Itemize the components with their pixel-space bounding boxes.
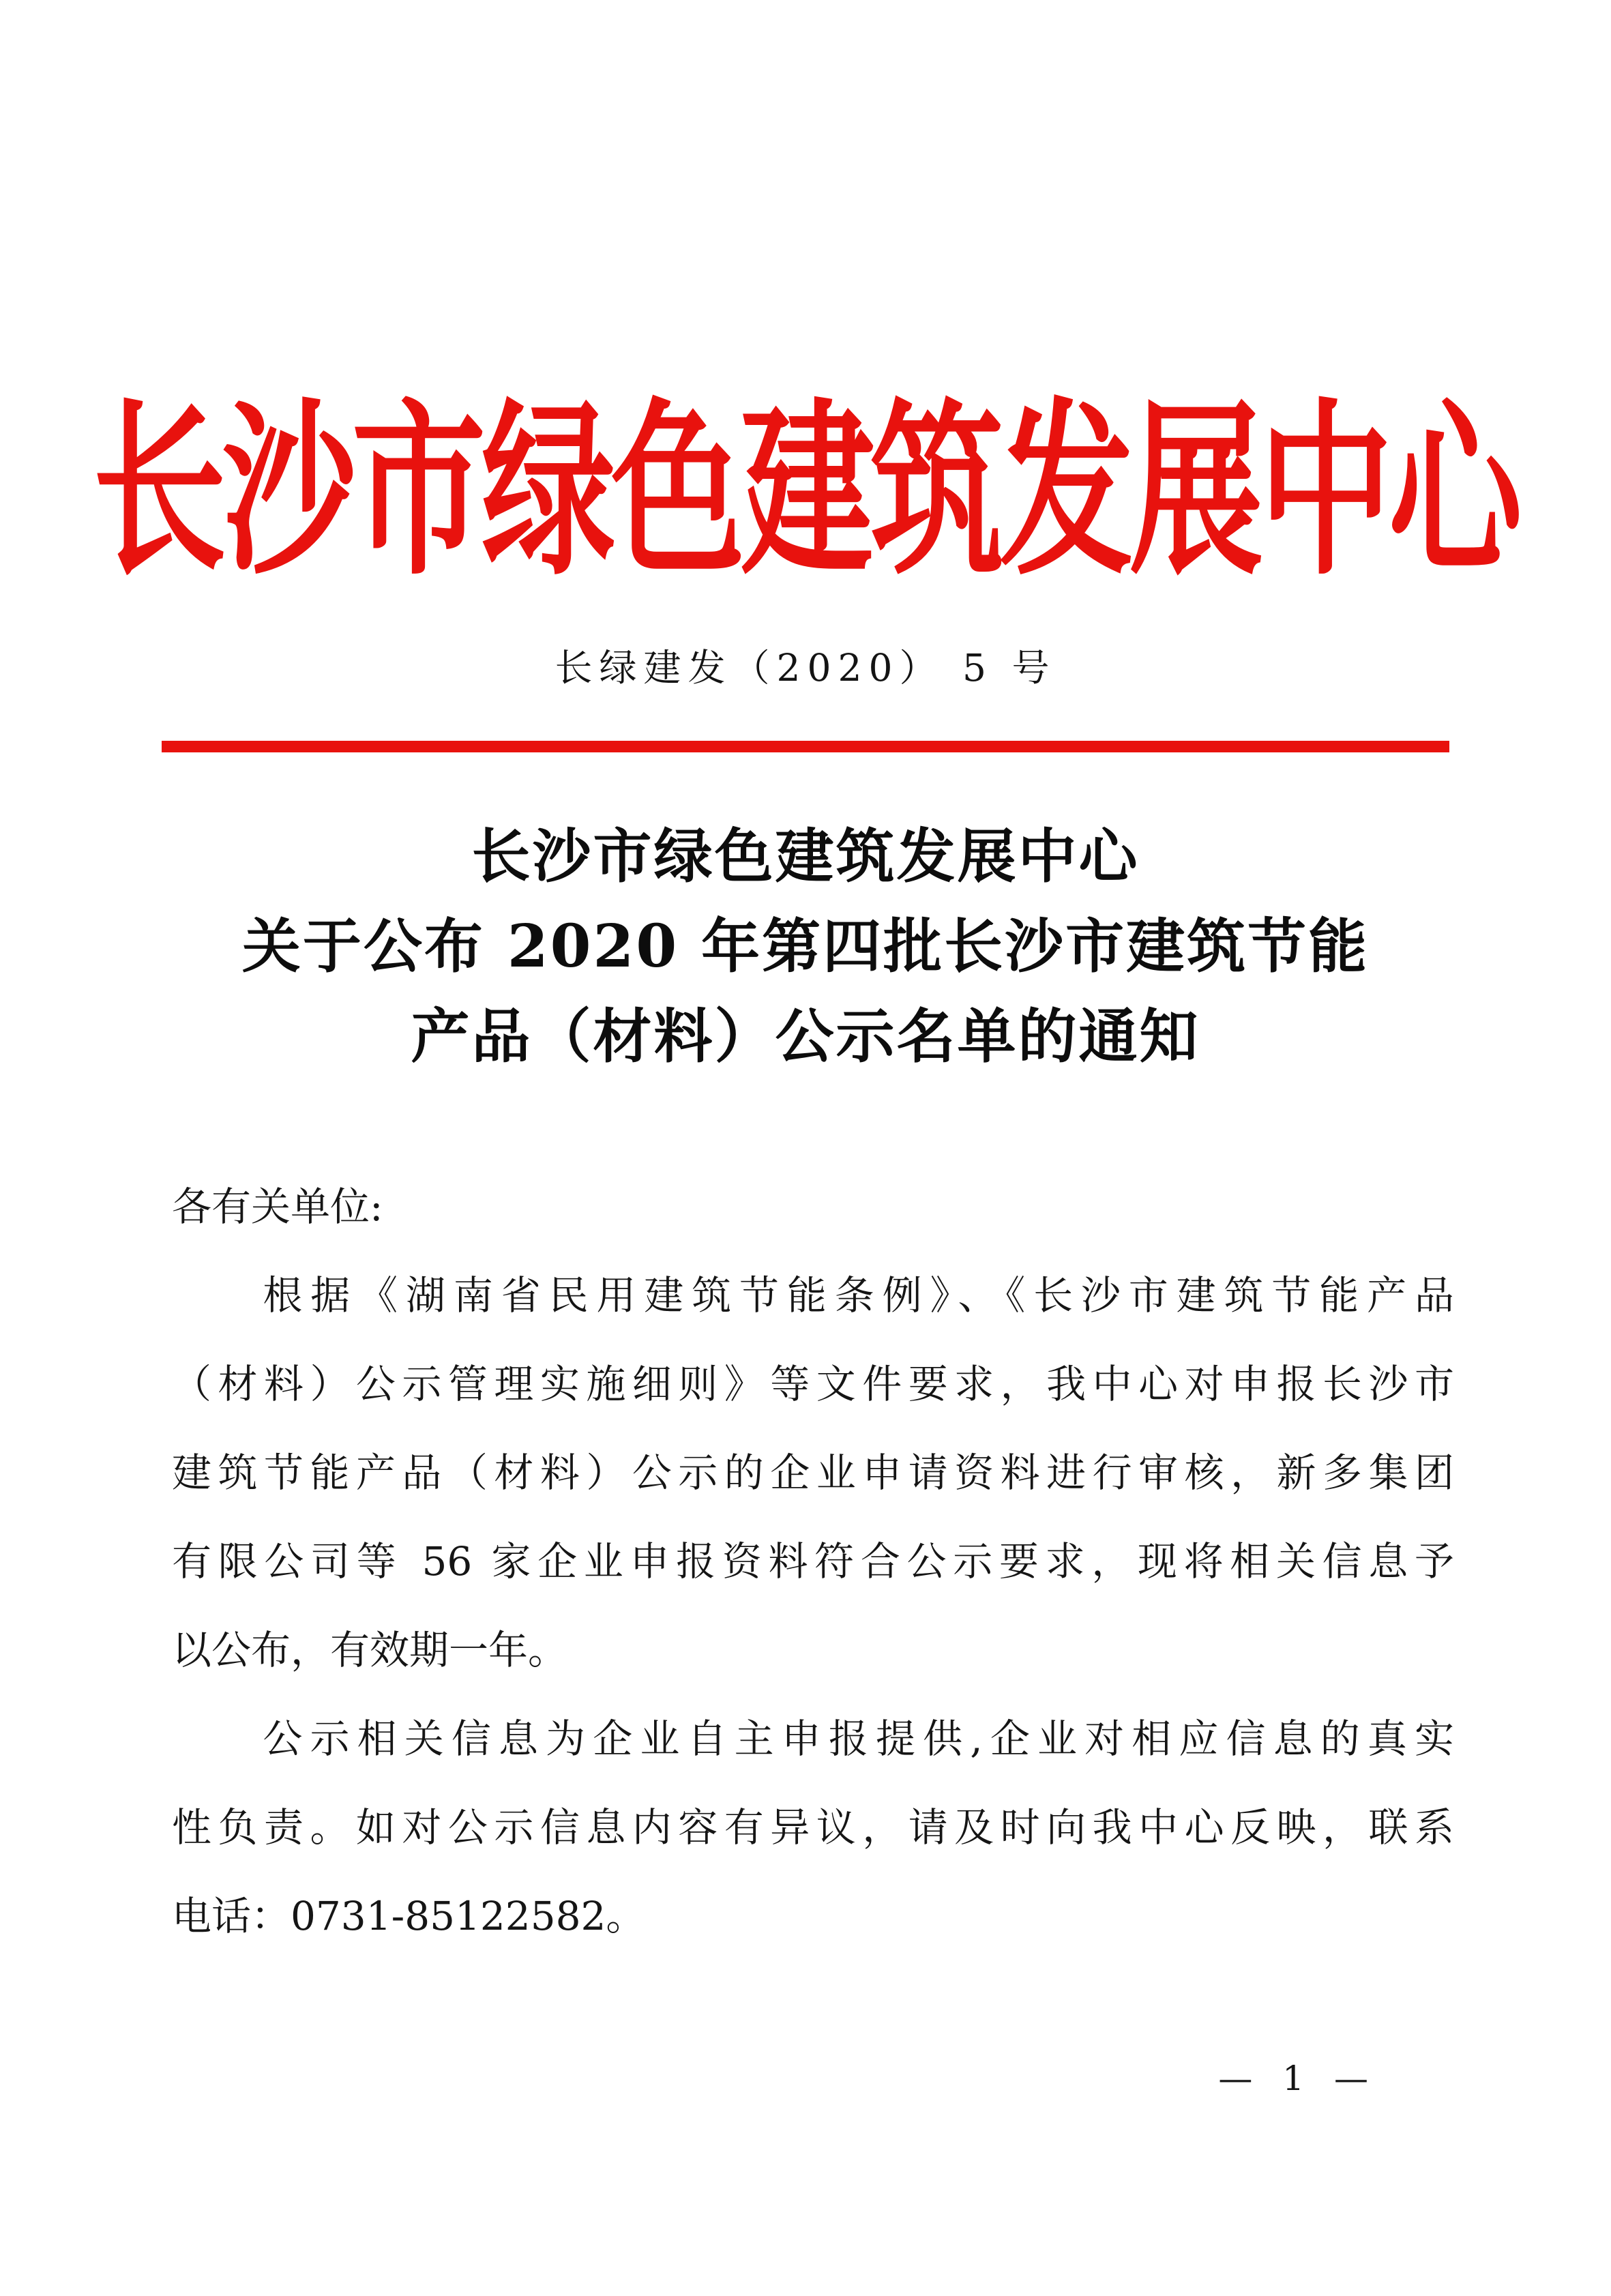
body-line-contact-phone: 电话：0731-85122582。 [172, 1893, 646, 1939]
body-line: 公示相关信息为企业自主申报提供,企业对相应信息的真实 [263, 1716, 1454, 1762]
body-line: 根据《湖南省民用建筑节能条例》、《长沙市建筑节能产品 [263, 1272, 1454, 1319]
document-title [0, 812, 1611, 1082]
body-line: 以公布，有效期一年。 [172, 1627, 568, 1673]
page-number: — 1 — [1218, 2059, 1378, 2098]
letterhead-org-title: 长沙市绿色建筑发展中心 [92, 381, 1518, 601]
body-line: 建筑节能产品（材料）公示的企业申请资料进行审核，新多集团 [172, 1449, 1454, 1496]
document-number: 长绿建发（2020） 5 号 [555, 646, 1056, 690]
document-title-line: 长沙市绿色建筑发展中心 [471, 822, 1140, 891]
document-body [172, 1162, 1454, 1960]
body-line: （材料）公示管理实施细则》等文件要求，我中心对申报长沙市 [172, 1361, 1454, 1407]
salutation-line: 各有关单位: [172, 1183, 383, 1230]
red-divider-rule [162, 741, 1449, 752]
body-line: 性负责。如对公示信息内容有异议，请及时向我中心反映，联系 [172, 1804, 1454, 1851]
document-title-line: 关于公布 2020 年第四批长沙市建筑节能 [241, 912, 1370, 981]
body-line: 有限公司等 56 家企业申报资料符合公示要求，现将相关信息予 [172, 1538, 1454, 1585]
document-title-line: 产品（材料）公示名单的通知 [411, 1002, 1200, 1071]
